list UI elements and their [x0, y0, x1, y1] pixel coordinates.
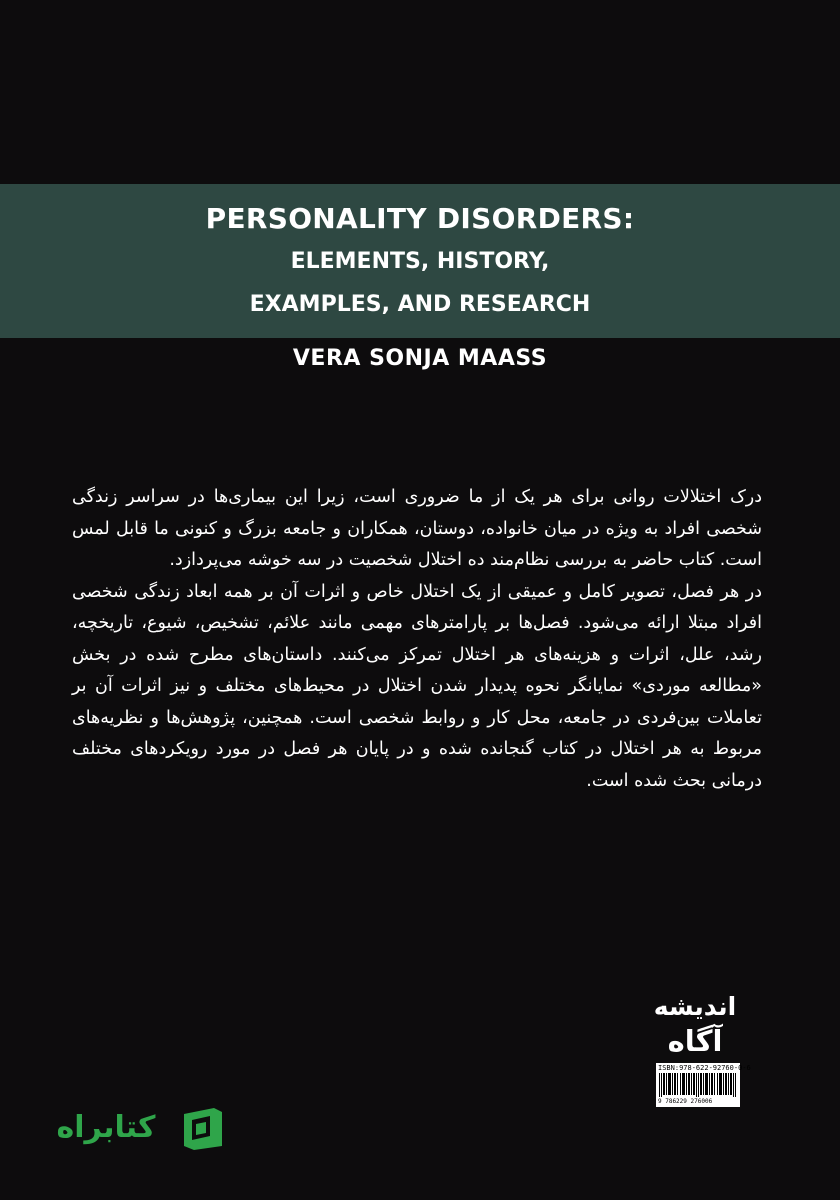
book-title-line-1: PERSONALITY DISORDERS:	[205, 201, 635, 235]
blurb-paragraph-1: درک اختلالات روانی برای هر یک از ما ضروری است، زیرا این بیماری‌ها در سراسر زندگی شخصی افراد به ویژه در میان خانواده، دوستان، همکاران و جامعه بزرگ و کنونی ما قابل لمس است. کتاب حاضر به بررسی نظام‌مند ده اختلال شخصیت در سه خوشه می‌پردازد.	[72, 487, 762, 570]
isbn-number: ISBN:978-622-92760-0-6	[658, 1064, 751, 1072]
book-title-line-2: ELEMENTS, HISTORY,	[290, 248, 550, 274]
ketabrah-book-icon	[180, 1106, 226, 1152]
back-cover-blurb	[72, 482, 762, 797]
barcode-bars-icon	[659, 1073, 737, 1097]
book-title-line-3: EXAMPLES, AND RESEARCH	[249, 291, 591, 317]
barcode	[656, 1063, 751, 1107]
barcode-number: 9 786229 276006	[658, 1098, 713, 1105]
blurb-paragraph-2: در هر فصل، تصویر کامل و عمیقی از یک اختلال خاص و اثرات آن بر همه ابعاد زندگی شخصی افراد مبتلا ارائه می‌شود. فصل‌ها بر پارامترهای مهمی مانند علائم، تشخیص، شیوع، تاریخچه، رشد، علل، اثرات و هزینه‌های هر اختلال تمرکز می‌کنند. داستان‌های مطرح شده در بخش «مطالعه موردی» نمایانگر نحوه پدیدار شدن اختلال در محیط‌های مختلف و نیز اثرات آن بر تعاملات بین‌فردی در جامعه، محل کار و روابط شخصی است. همچنین، پژوهش‌ها و نظریه‌های مربوط به هر اختلال در کتاب گنجانده شده و در پایان هر فصل در مورد رویکردهای مختلف درمانی بحث شده است.	[72, 581, 762, 791]
author-name: VERA SONJA MAASS	[292, 346, 548, 371]
publisher-logo-line-2: آگاه	[667, 1024, 723, 1058]
publisher-logo-line-1: اندیشه	[653, 992, 737, 1021]
ketabrah-logo-text: کتابراه	[56, 1110, 156, 1145]
ketabrah-logo	[36, 1104, 226, 1156]
title-band	[0, 184, 840, 338]
publisher-logo	[648, 990, 742, 1058]
